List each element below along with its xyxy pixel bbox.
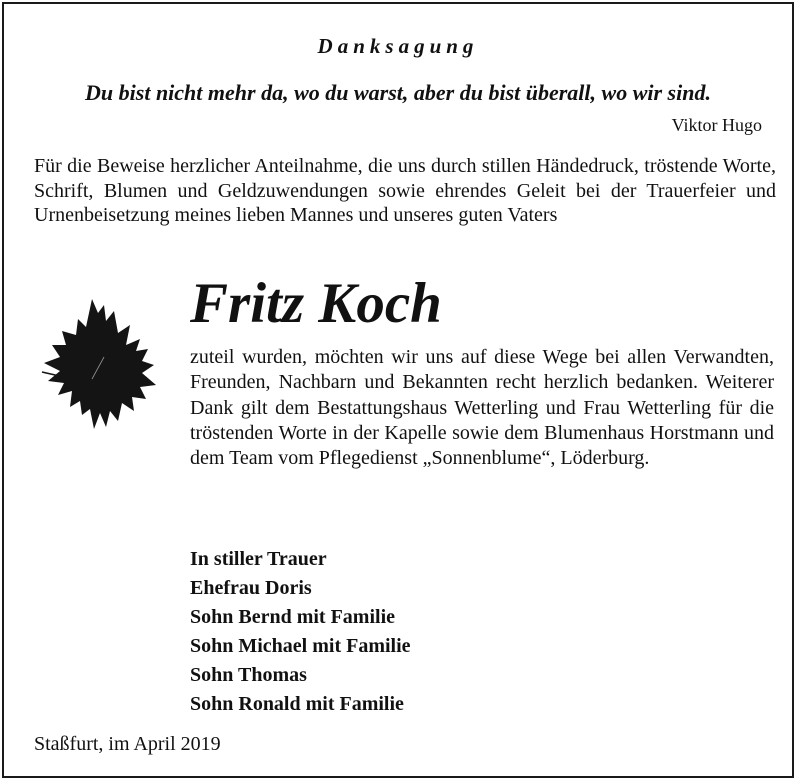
place-date: Staßfurt, im April 2019	[34, 733, 221, 755]
mourner-line: Ehefrau Doris	[190, 577, 312, 599]
mourner-line: Sohn Thomas	[190, 664, 307, 686]
mourners-list	[190, 545, 411, 719]
heading: Danksagung	[317, 34, 479, 58]
mourner-line: Sohn Ronald mit Familie	[190, 693, 404, 715]
maple-leaf-icon	[34, 299, 164, 434]
quote-author: Viktor Hugo	[671, 115, 762, 135]
deceased-name: Fritz Koch	[190, 272, 442, 335]
mourner-line: Sohn Michael mit Familie	[190, 635, 411, 657]
mourner-line: Sohn Bernd mit Familie	[190, 606, 396, 628]
thanks-paragraph: zuteil wurden, möchten wir uns auf diese Wege bei allen Verwandten, Freunden, Nachbarn und Bekannten recht herzlich bedanken. Weiterer Dank gilt dem Bestattungshaus Wetterling und Frau Wetterling für die tröstenden Worte in der Kapelle sowie dem Blumenhaus Horstmann und dem Team vom Pflegedienst „Sonnenblume“, Löderburg.	[190, 346, 774, 470]
quote-text: Du bist nicht mehr da, wo du warst, aber du bist überall, wo wir sind.	[85, 80, 711, 105]
obituary-notice	[2, 2, 794, 778]
intro-paragraph: Für die Beweise herzlicher Anteilnahme, die uns durch stillen Händedruck, tröstende Worte, Schrift, Blumen und Geldzuwendungen sowie ehrendes Geleit bei der Trauerfeier und Urnenbeisetzung meines lieben Mannes und unseres guten Vaters	[34, 155, 776, 226]
mourner-line: In stiller Trauer	[190, 548, 327, 570]
